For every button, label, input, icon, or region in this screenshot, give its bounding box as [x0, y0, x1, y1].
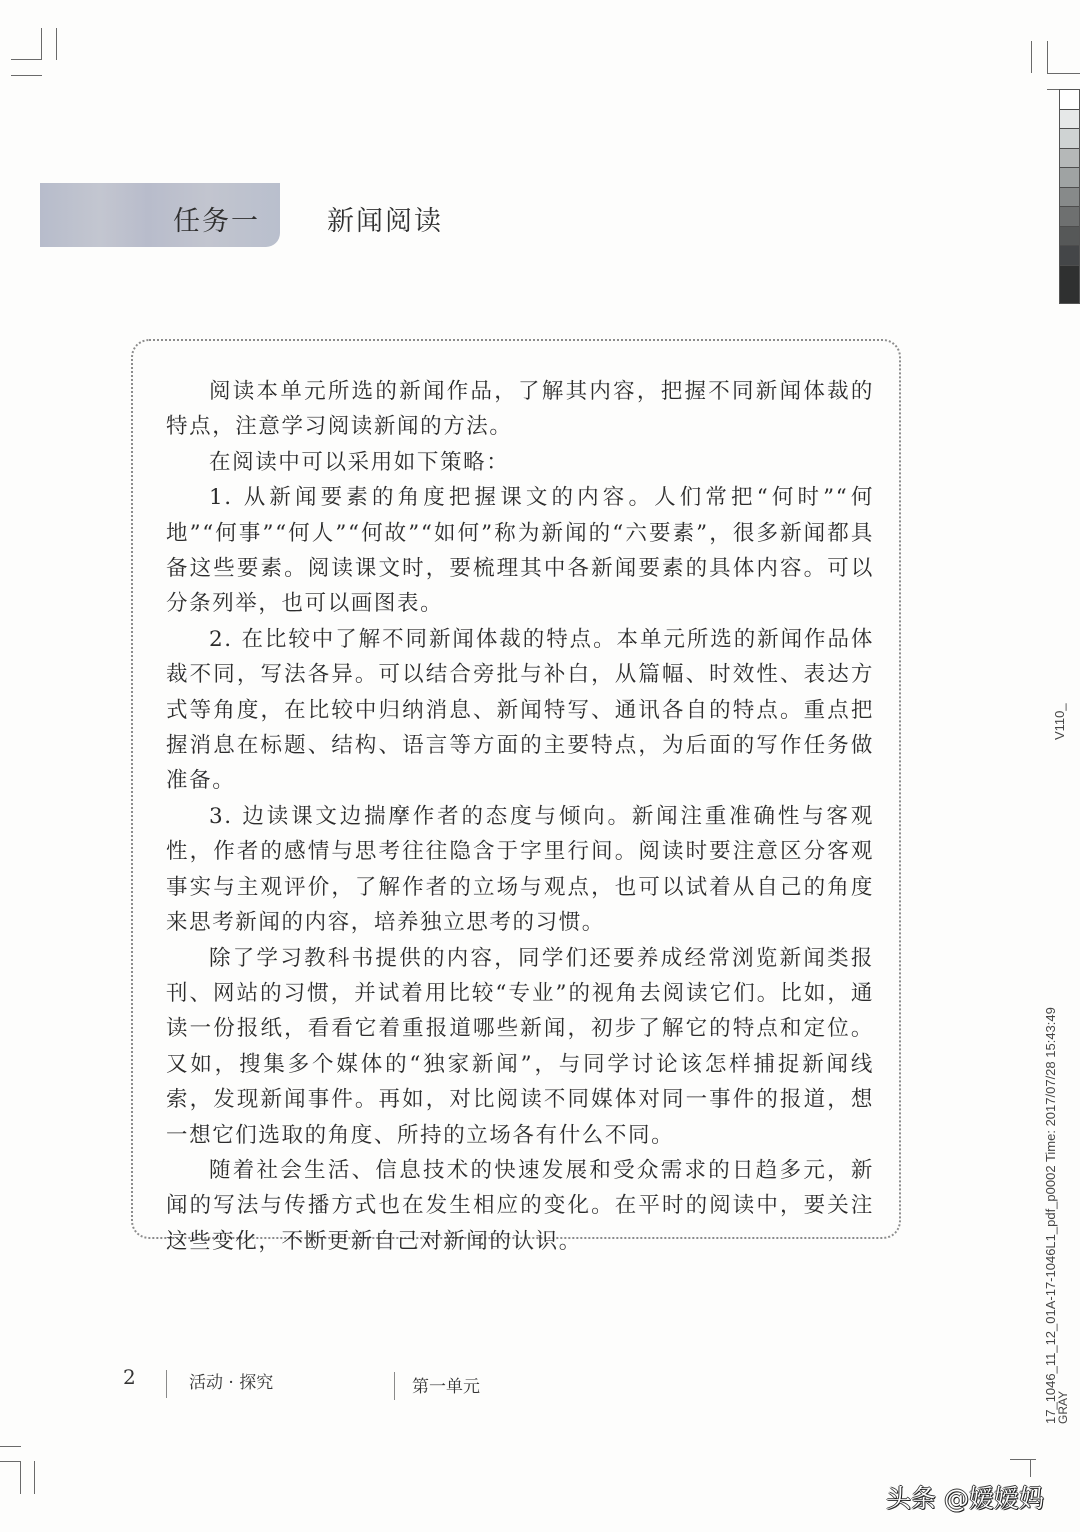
grayscale-step	[1060, 168, 1079, 188]
grayscale-step	[1060, 90, 1079, 110]
crop-mark-top-right-h	[1047, 73, 1080, 74]
paragraph-strategy-lead: 在阅读中可以采用如下策略：	[209, 449, 510, 475]
paragraph-strategy-1: 1. 从新闻要素的角度把握课文的内容。人们常把“何时”“何地”“何事”“何人”“何故”“如何”称为新闻的“六要素”，很多新闻都具备这些要素。阅读课文时，要梳理其中各新闻要素的具体内容。可以分条列举，也可以画图表。	[166, 485, 874, 617]
crop-mark-top-left-h2	[11, 75, 42, 76]
paragraph-intro: 阅读本单元所选的新闻作品，了解其内容，把握不同新闻体裁的特点，注意学习阅读新闻的方法。	[166, 379, 874, 440]
grayscale-step	[1060, 207, 1079, 227]
footer-section-label: 活动 · 探究	[189, 1373, 274, 1393]
task-label: 任务一	[173, 206, 260, 237]
footer-divider	[394, 1372, 395, 1400]
paragraph-conclusion: 随着社会生活、信息技术的快速发展和受众需求的日趋多元，新闻的写法与传播方式也在发生相应的变化。在平时的阅读中，要关注这些变化，不断更新自己对新闻的认识。	[166, 1157, 874, 1254]
footer-unit-label: 第一单元	[412, 1377, 480, 1397]
crop-mark-bottom-left-h2	[0, 1461, 21, 1462]
grayscale-step	[1060, 246, 1079, 266]
paragraph-extracurricular: 除了学习教科书提供的内容，同学们还要养成经常浏览新闻类报刊、网站的习惯，并试着用比较“专业”的视角去阅读它们。比如，通读一份报纸，看看它着重报道哪些新闻，初步了解它的特点和定位。又如，搜集多个媒体的“独家新闻”，与同学讨论该怎样捕捉新闻线索，发现新闻事件。再如，对比阅读不同媒体对同一事件的报道，想一想它们选取的角度、所持的立场各有什么不同。	[166, 945, 874, 1148]
crop-mark-bottom-left-h	[0, 1446, 21, 1447]
paragraph-strategy-3: 3. 边读课文边揣摩作者的态度与倾向。新闻注重准确性与客观性，作者的感情与思考往往隐含于字里行间。阅读时要注意区分客观事实与主观评价，了解作者的立场与观点，也可以试着从自己的角度来思考新闻的内容，培养独立思考的习惯。	[166, 803, 874, 936]
grayscale-step	[1060, 188, 1079, 208]
version-code: V110_	[1052, 703, 1067, 740]
crop-mark-top-right-h2	[1047, 89, 1059, 90]
content-body	[166, 374, 874, 1259]
crop-mark-bottom-left-v	[20, 1461, 21, 1494]
crop-mark-bottom-right-h	[1010, 1459, 1036, 1460]
crop-mark-top-left-v2	[56, 28, 57, 60]
color-mode-label: GRAY	[1056, 1390, 1070, 1424]
grayscale-step	[1060, 266, 1079, 303]
grayscale-step	[1060, 129, 1079, 149]
grayscale-calibration-bar	[1059, 89, 1080, 304]
page-number: 2	[123, 1365, 136, 1389]
crop-mark-top-right-v	[1031, 41, 1032, 73]
grayscale-step	[1060, 227, 1079, 247]
print-file-info: 17_1046_11_12_01A-17-1046L1_pdf_p0002 Time: 2017/07/28 15:43:49	[1043, 1007, 1058, 1424]
footer-divider	[166, 1370, 167, 1398]
paragraph-strategy-2: 2. 在比较中了解不同新闻体裁的特点。本单元所选的新闻作品体裁不同，写法各异。可以结合旁批与补白，从篇幅、时效性、表达方式等角度，在比较中归纳消息、新闻特写、通讯各自的特点。重点把握消息在标题、结构、语言等方面的主要特点，为后面的写作任务做准备。	[166, 626, 874, 794]
crop-mark-bottom-left-v2	[34, 1461, 35, 1494]
crop-mark-top-left-v	[41, 28, 42, 60]
grayscale-step	[1060, 149, 1079, 169]
crop-mark-top-left-h	[11, 59, 42, 60]
grayscale-step	[1060, 110, 1079, 130]
task-banner	[40, 183, 280, 247]
watermark: 头条 @嫒嫒妈	[886, 1484, 1044, 1513]
crop-mark-top-right-v2	[1047, 41, 1048, 74]
page-title: 新闻阅读	[327, 206, 443, 237]
crop-mark-bottom-right-v	[1030, 1459, 1031, 1477]
